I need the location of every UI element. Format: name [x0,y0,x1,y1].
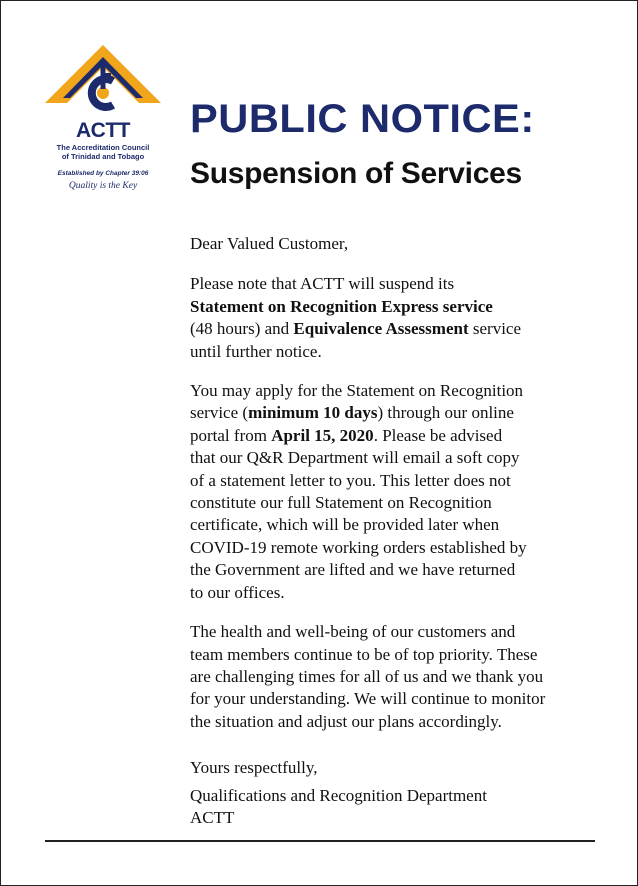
signature-department: Qualifications and Recognition Department [190,786,487,805]
p2-line-9: the Government are lifted and we have returned [190,560,516,580]
p2-line-8: COVID-19 remote working orders established by [190,537,527,557]
p3-line-5: the situation and adjust our plans accordingly. [190,711,502,731]
p2-line-2 [190,402,600,424]
portal-date: April 15, 2020 [271,425,374,445]
p3-line-1: The health and well-being of our customers and [190,622,516,642]
equivalence-service-name: Equivalence Assessment [293,319,469,339]
p2-line-1: You may apply for the Statement on Recognition [190,381,524,401]
actt-logo [43,43,163,203]
minimum-days: minimum 10 days [248,403,378,423]
p1-line-1: Please note that ACTT will suspend its [190,274,455,294]
salutation: Dear Valued Customer, [190,234,349,253]
p2-line-2-a: service ( [190,403,249,423]
closing: Yours respectfully, [190,758,318,777]
p2-line-6: constitute our full Statement on Recognition [190,493,492,513]
signature-org: ACTT [190,808,235,828]
p2-line-4: that our Q&R Department will email a soft copy [190,448,520,468]
p2-line-3-a: portal from [190,425,272,445]
paragraph-wellbeing [190,621,600,733]
p3-line-4: for your understanding. We will continue to monitor [190,689,546,709]
notice-title: PUBLIC NOTICE: [190,97,535,141]
paragraph-apply [190,380,600,604]
p2-line-7: certificate, which will be provided later when [190,515,500,535]
p1-line-4: until further notice. [190,341,322,361]
actt-emblem-icon [43,43,163,123]
logo-org-line-1: The Accreditation Council [56,143,150,152]
p1-line-3-c: service [468,319,522,339]
express-service-name: Statement on Recognition Express service [190,296,493,316]
signature-block [190,785,487,830]
letter-body [190,233,600,750]
logo-org-line-2: of Trinidad and Tobago [61,152,145,161]
paragraph-suspension [190,273,600,363]
p2-line-3 [190,425,600,447]
notice-subtitle: Suspension of Services [190,157,522,190]
p3-line-3: are challenging times for all of us and we thank you [190,666,544,686]
bottom-divider [45,840,595,842]
p1-line-3 [190,318,600,340]
p2-line-5: of a statement letter to you. This letter does not [190,470,511,490]
p2-line-2-c: ) through our online [377,403,514,423]
logo-acronym: ACTT [76,119,130,142]
logo-org-name [43,143,163,161]
p2-line-3-c: . Please be advised [373,425,503,445]
p3-line-2: team members continue to be of top priority. These [190,644,538,664]
p1-line-2 [190,296,600,318]
logo-established: Established by Chapter 39:06 [57,170,149,177]
logo-tagline: Quality is the Key [68,181,138,191]
p2-line-10: to our offices. [190,582,285,602]
p1-line-3-a: (48 hours) and [190,319,294,339]
